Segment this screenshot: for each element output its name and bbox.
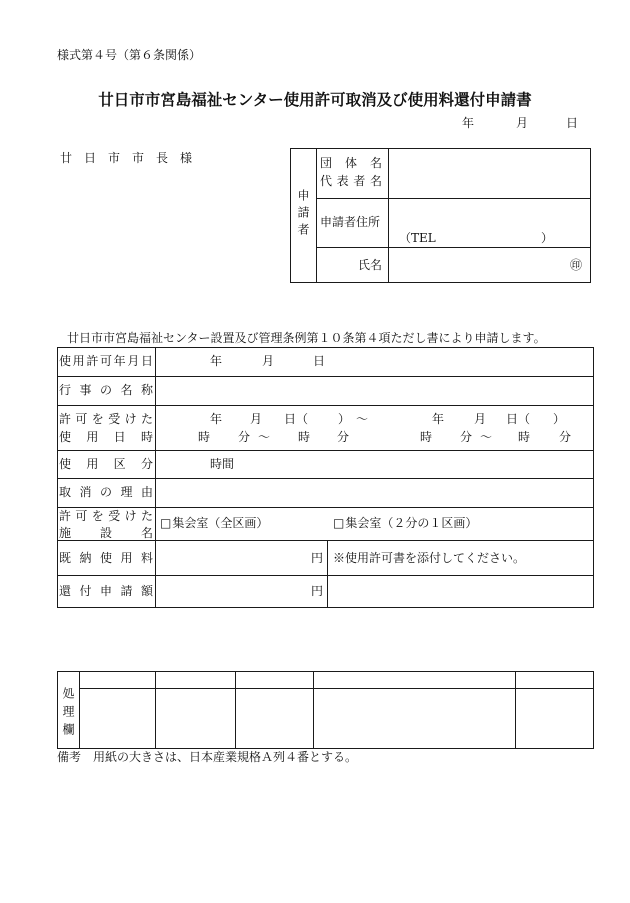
event-name-field[interactable] xyxy=(156,377,593,405)
event-name-label: 行 事 の 名 称 xyxy=(59,383,153,397)
time-range-separator: ～ xyxy=(480,430,493,444)
facility-option-half[interactable] xyxy=(333,516,477,530)
time-minute-label: 分 xyxy=(460,430,473,444)
representative-label: 代 表 者 名 xyxy=(320,174,382,188)
time-range-separator: ～ xyxy=(258,430,271,444)
to-weekday-close: ） xyxy=(553,412,566,426)
usage-datetime-label-line2: 使 用 日 時 xyxy=(59,430,153,444)
paid-fee-field[interactable] xyxy=(156,541,327,575)
to-year-label: 年 xyxy=(432,412,445,426)
applicant-name-field[interactable] xyxy=(389,248,589,281)
form-number: 様式第４号（第６条関係） xyxy=(57,48,202,62)
addressee: 廿 日 市 市 長 様 xyxy=(60,151,193,165)
processing-cell xyxy=(80,689,155,748)
permit-month-label: 月 xyxy=(262,354,275,368)
tel-open: （TEL xyxy=(399,231,436,245)
org-name-label: 団 体 名 xyxy=(320,156,382,170)
name-label: 氏名 xyxy=(357,258,382,272)
time-hour-label: 時 xyxy=(198,430,211,444)
paid-fee-unit: 円 xyxy=(311,551,324,565)
seal-icon: ㊞ xyxy=(570,258,583,272)
permit-date-label: 使用許可年月日 xyxy=(59,354,153,368)
usage-category-label: 使 用 区 分 xyxy=(59,457,153,471)
from-year-label: 年 xyxy=(210,412,223,426)
facility-option-label: 集会室（全区画） xyxy=(172,516,269,530)
time-minute-label: 分 xyxy=(238,430,251,444)
usage-datetime-label-line1: 許 可 を 受 け た xyxy=(59,412,153,426)
processing-cell xyxy=(236,689,313,748)
permit-year-label: 年 xyxy=(210,354,223,368)
refund-amount-field[interactable] xyxy=(156,576,327,607)
checkbox-icon[interactable]: □ xyxy=(160,516,172,530)
to-day-label: 日（ xyxy=(506,412,531,426)
processing-cell xyxy=(314,689,515,748)
applicant-section-label: 申請者 xyxy=(296,189,310,240)
time-minute-label: 分 xyxy=(337,430,350,444)
permit-day-label: 日 xyxy=(313,354,326,368)
facility-label-line1: 許 可 を 受 け た xyxy=(59,509,153,523)
checkbox-icon[interactable]: □ xyxy=(333,516,345,530)
time-minute-label: 分 xyxy=(559,430,572,444)
to-month-label: 月 xyxy=(474,412,487,426)
paid-fee-note: ※使用許可書を添付してください。 xyxy=(333,551,526,565)
application-statement: 廿日市市宮島福祉センター設置及び管理条例第１０条第４項ただし書により申請します。 xyxy=(67,331,546,345)
refund-amount-label: 還 付 申 請 額 xyxy=(59,584,153,598)
time-hour-label: 時 xyxy=(420,430,433,444)
facility-label-line2: 施 設 名 xyxy=(59,526,153,540)
fee-column-divider xyxy=(327,540,328,607)
row-divider xyxy=(57,507,593,508)
date-range-separator: ～ xyxy=(356,412,369,426)
from-day-label: 日（ xyxy=(284,412,309,426)
address-label: 申請者住所 xyxy=(320,215,381,229)
processing-cell xyxy=(156,689,235,748)
date-day-label: 日 xyxy=(566,116,579,130)
tel-close: ） xyxy=(541,231,554,245)
usage-hours-unit: 時間 xyxy=(210,457,235,471)
org-representative-field[interactable] xyxy=(389,149,589,197)
applicant-divider xyxy=(316,148,317,282)
refund-amount-unit: 円 xyxy=(311,584,324,598)
form-title: 廿日市市宮島福祉センター使用許可取消及び使用料還付申請書 xyxy=(98,90,532,109)
cancel-reason-field[interactable] xyxy=(156,479,593,507)
date-year-label: 年 xyxy=(462,116,475,130)
facility-option-label: 集会室（２分の１区画） xyxy=(345,516,478,530)
processing-cell xyxy=(516,689,593,748)
from-weekday-close: ） xyxy=(338,412,351,426)
from-month-label: 月 xyxy=(250,412,263,426)
processing-label: 処理欄 xyxy=(61,687,75,741)
cancel-reason-label: 取 消 の 理 由 xyxy=(59,485,153,499)
time-hour-label: 時 xyxy=(518,430,531,444)
paid-fee-label: 既 納 使 用 料 xyxy=(59,551,153,565)
time-hour-label: 時 xyxy=(298,430,311,444)
date-month-label: 月 xyxy=(516,116,529,130)
facility-option-full[interactable] xyxy=(160,516,268,530)
remarks-note: 備考 用紙の大きさは、日本産業規格Ａ列４番とする。 xyxy=(57,750,358,764)
